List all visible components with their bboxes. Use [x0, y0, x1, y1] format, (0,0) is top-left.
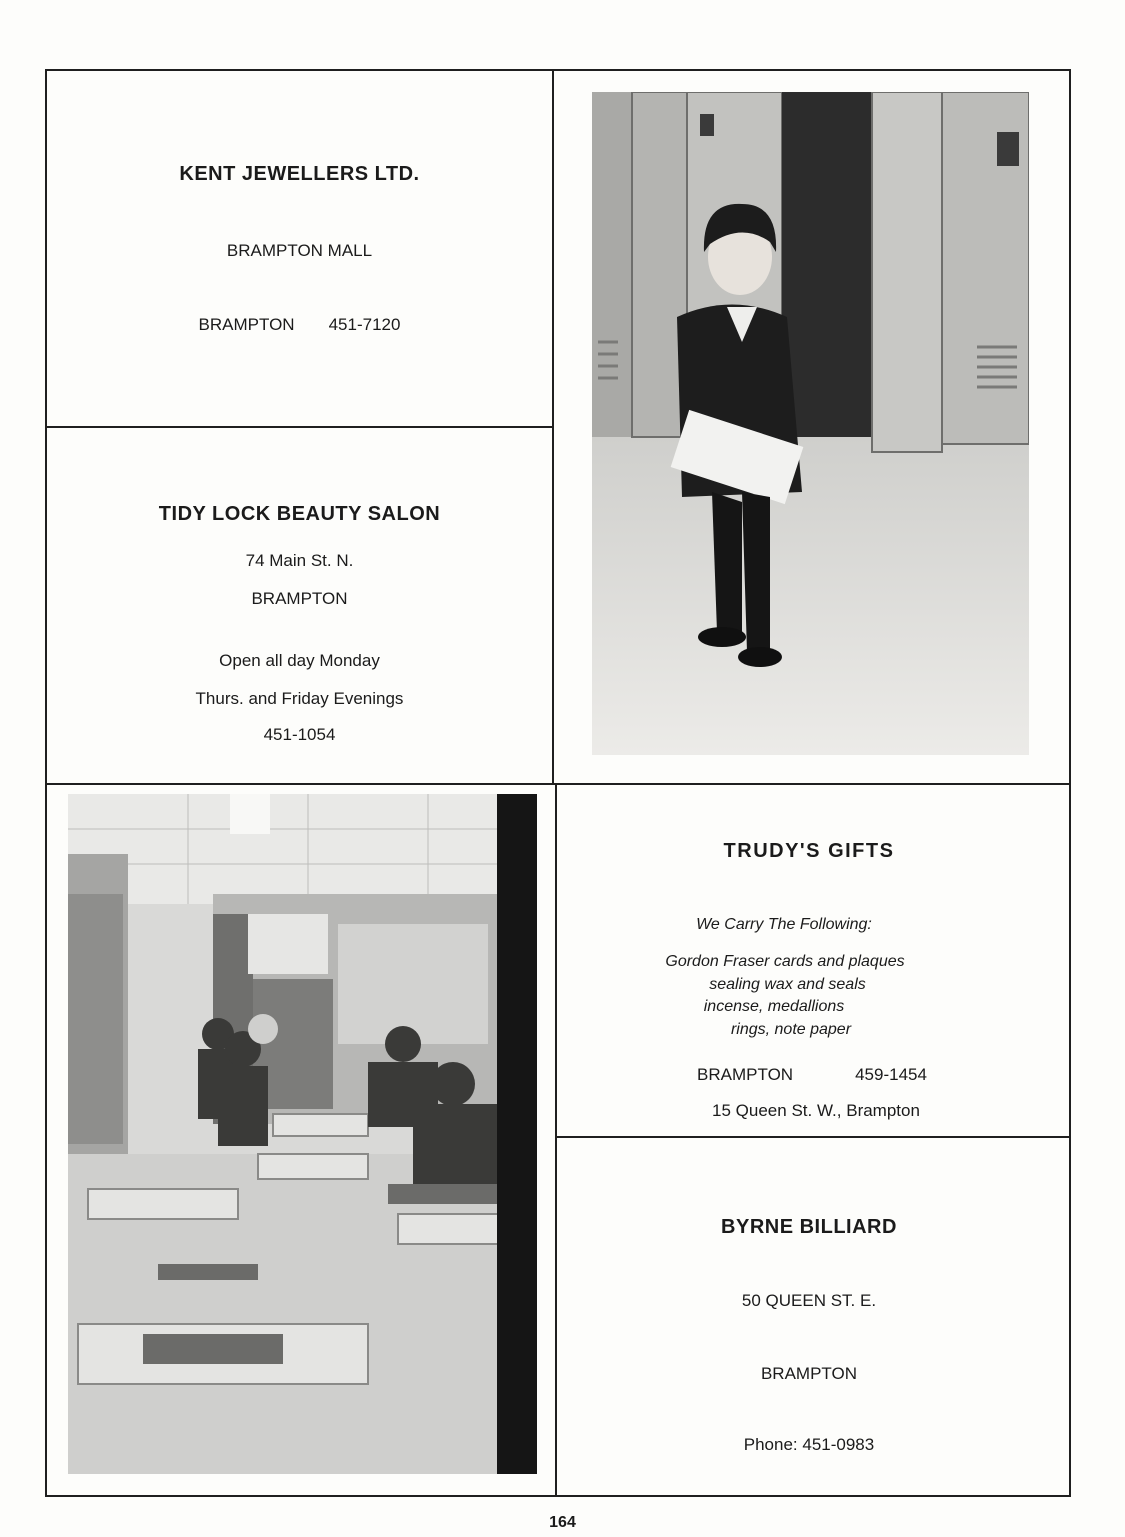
byrne-city: BRAMPTON [760, 1364, 858, 1383]
trudys-gifts-ad [557, 785, 1071, 1136]
tidy-lock-ad [47, 428, 552, 783]
lockers-photo-image [592, 92, 1029, 755]
byrne-name: BYRNE BILLIARD [721, 1216, 897, 1238]
trudy-address: 15 Queen St. W., Brampton [712, 1101, 920, 1120]
tidy-city: BRAMPTON [251, 589, 348, 608]
trudy-name: TRUDY'S GIFTS [723, 840, 895, 862]
kent-name: KENT JEWELLERS LTD. [179, 163, 420, 185]
photo-classroom [68, 794, 537, 1474]
kent-jewellers-ad [47, 71, 552, 426]
trudy-contact-line [553, 1065, 1071, 1085]
trudy-item-2: sealing wax and seals [709, 976, 866, 993]
kent-location: BRAMPTON MALL [226, 241, 373, 260]
tidy-phone: 451-1054 [263, 725, 336, 744]
trudy-intro: We Carry The Following: [696, 916, 872, 933]
kent-phone: 451-7120 [328, 315, 401, 334]
kent-city: BRAMPTON [198, 315, 295, 334]
trudy-item-1: Gordon Fraser cards and plaques [665, 953, 905, 970]
trudy-item-3: incense, medallions [703, 998, 845, 1015]
byrne-phone: Phone: 451-0983 [743, 1435, 875, 1454]
trudy-city: BRAMPTON [697, 1065, 794, 1084]
kent-contact-line [47, 315, 552, 335]
photo-student-by-lockers [592, 92, 1029, 755]
byrne-address: 50 QUEEN ST. E. [741, 1291, 877, 1310]
byrne-billiard-ad [557, 1138, 1071, 1496]
tidy-address: 74 Main St. N. [245, 551, 354, 570]
trudy-item-4: rings, note paper [730, 1021, 852, 1038]
tidy-hours-evenings: Thurs. and Friday Evenings [195, 689, 404, 708]
trudy-phone: 459-1454 [855, 1065, 927, 1084]
classroom-photo-image [68, 794, 537, 1474]
tidy-hours-monday: Open all day Monday [219, 651, 380, 670]
page-number: 164 [549, 1514, 576, 1531]
tidy-name: TIDY LOCK BEAUTY SALON [158, 503, 441, 525]
